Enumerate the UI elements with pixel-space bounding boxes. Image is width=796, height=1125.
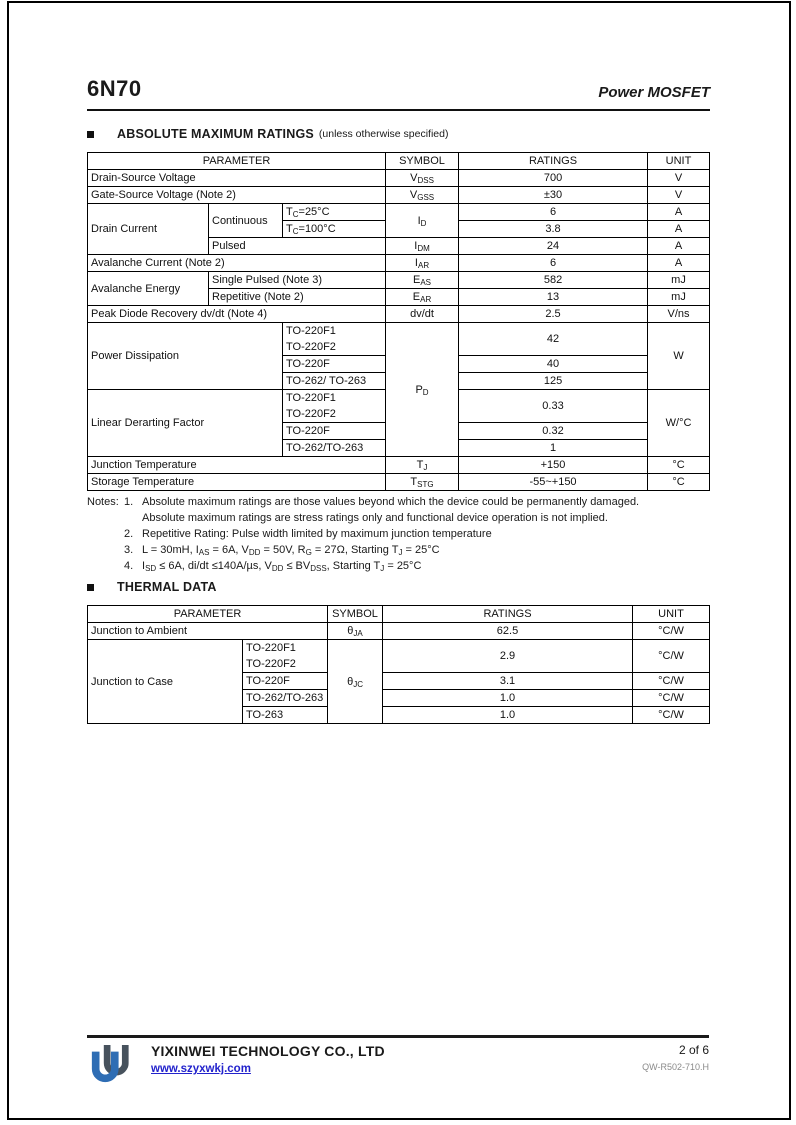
rating-cell: 42 [459,323,648,356]
table-row [88,187,710,204]
unit-cell: V/ns [648,306,710,323]
table-row [88,623,710,640]
rating-cell: 582 [459,272,648,289]
package-cell: TO-220F [283,423,386,440]
note-text: L = 30mH, $I_{AS} = 6A$, $V_{DD} = 50V$, $R_G = 27\Omega$, Starting $T_J = 25^\circ C$ [142,544,440,557]
symbol-cell: $I_{DM}$ [386,238,459,255]
sub-condition-cell: $T_C=25^\circ C$ [283,204,386,221]
note-item [87,494,727,526]
param-cell: Drain Current [88,204,209,255]
unit-cell: A [648,238,710,255]
symbol-cell: $E_{AR}$ [386,289,459,306]
unit-cell: °C/W [633,640,710,673]
package-cell: TO-262/TO-263 [243,690,328,707]
sub-condition-cell: $T_C=100^\circ C$ [283,221,386,238]
param-cell: Drain-Source Voltage [88,170,386,187]
document-header [87,76,710,111]
rating-cell: 24 [459,238,648,255]
thermal-data-table [87,605,710,724]
unit-cell: °C/W [633,690,710,707]
symbol-cell: $E_{AS}$ [386,272,459,289]
document-number: QW-R502-710.H [642,1062,709,1072]
package-cell: TO-262/TO-263 [283,440,386,457]
note-number: 1. [124,496,134,508]
param-cell: Storage Temperature [88,474,386,491]
column-header-symbol: SYMBOL [386,153,459,170]
package-cell: TO-263 [243,707,328,724]
package-cell: TO-262/ TO-263 [283,373,386,390]
rating-cell: 62.5 [383,623,633,640]
rating-cell: -55~+150 [459,474,648,491]
section-subtitle: (unless otherwise specified) [318,128,449,140]
note-item [87,558,727,574]
table-row [88,306,710,323]
condition-cell: Single Pulsed (Note 3) [209,272,386,289]
symbol-cell: $\theta_{JA}$ [328,623,383,640]
unit-cell: °C/W [633,707,710,724]
unit-cell: A [648,255,710,272]
section-heading-thermal-data [87,580,217,594]
rating-cell: 40 [459,356,648,373]
symbol-cell: dv/dt [386,306,459,323]
symbol-cell: $V_{GSS}$ [386,187,459,204]
unit-cell: mJ [648,272,710,289]
column-header-ratings: RATINGS [459,153,648,170]
param-cell: Peak Diode Recovery dv/dt (Note 4) [88,306,386,323]
package-cell: TO-220F1 TO-220F2 [283,390,386,423]
rating-cell: 0.32 [459,423,648,440]
note-number: 2. [124,528,134,540]
rating-cell: 1.0 [383,690,633,707]
company-website-link[interactable]: www.szyxwkj.com [151,1063,251,1075]
table-row [88,323,710,356]
param-cell: Junction to Case [88,640,243,724]
unit-cell: W [648,323,710,390]
condition-cell: Repetitive (Note 2) [209,289,386,306]
rating-cell: 700 [459,170,648,187]
package-cell: TO-220F1 TO-220F2 [283,323,386,356]
part-number: 6N70 [87,76,142,101]
rating-cell: 2.9 [383,640,633,673]
rating-cell: 0.33 [459,390,648,423]
rating-cell: 1.0 [383,707,633,724]
section-heading-absolute-maximum-ratings [87,127,448,141]
condition-cell: Continuous [209,204,283,238]
document-footer [87,1035,709,1087]
rating-cell: 13 [459,289,648,306]
unit-cell: °C/W [633,623,710,640]
rating-cell: 6 [459,204,648,221]
section-title: THERMAL DATA [117,580,217,594]
company-name: YIXINWEI TECHNOLOGY CO., LTD [151,1043,385,1059]
note-text: Repetitive Rating: Pulse width limited by maximum junction temperature [142,528,492,540]
symbol-cell: $P_D$ [386,323,459,457]
rating-cell: 2.5 [459,306,648,323]
note-item [87,542,727,558]
column-header-unit: UNIT [648,153,710,170]
rating-cell: 3.1 [383,673,633,690]
table-row [88,204,710,221]
unit-cell: A [648,204,710,221]
unit-cell: °C [648,457,710,474]
rating-cell: +150 [459,457,648,474]
table-row [88,255,710,272]
note-number: 3. [124,544,134,556]
column-header-unit: UNIT [633,606,710,623]
param-cell: Junction to Ambient [88,623,328,640]
absolute-maximum-ratings-table [87,152,710,491]
section-title: ABSOLUTE MAXIMUM RATINGS [117,127,314,141]
unit-cell: W/°C [648,390,710,457]
column-header-ratings: RATINGS [383,606,633,623]
symbol-cell: $\theta_{JC}$ [328,640,383,724]
param-cell: Gate-Source Voltage (Note 2) [88,187,386,204]
table-row [88,457,710,474]
unit-cell: V [648,170,710,187]
note-text: Absolute maximum ratings are those values beyond which the device could be permanently damaged. [142,496,640,508]
rating-cell: 6 [459,255,648,272]
unit-cell: °C/W [633,673,710,690]
table-row [88,170,710,187]
table-row [88,272,710,289]
rating-cell: 125 [459,373,648,390]
note-text: $I_{SD} \le 6A$, di/dt ≤140A/µs, $V_{DD} \le BV_{DSS}$, Starting $T_J = 25^\circ C$ [142,560,422,573]
package-cell: TO-220F [283,356,386,373]
param-cell: Linear Derarting Factor [88,390,283,457]
param-cell: Power Dissipation [88,323,283,390]
notes-block [87,494,727,574]
table-row [88,640,710,673]
rating-cell: 3.8 [459,221,648,238]
note-item [87,526,727,542]
rating-cell: 1 [459,440,648,457]
condition-cell: Pulsed [209,238,386,255]
note-text: Absolute maximum ratings are stress ratings only and functional device operation is not implied. [142,512,608,524]
rating-cell: ±30 [459,187,648,204]
document-type-label: Power MOSFET [598,84,710,101]
notes-label: Notes: [87,496,119,508]
company-logo-icon [89,1043,131,1087]
param-cell: Avalanche Energy [88,272,209,306]
symbol-cell: $I_{AR}$ [386,255,459,272]
param-cell: Avalanche Current (Note 2) [88,255,386,272]
column-header-parameter: PARAMETER [88,606,328,623]
page-indicator: 2 of 6 [678,1043,709,1057]
table-row [88,474,710,491]
unit-cell: V [648,187,710,204]
column-header-symbol: SYMBOL [328,606,383,623]
unit-cell: mJ [648,289,710,306]
param-cell: Junction Temperature [88,457,386,474]
package-cell: TO-220F [243,673,328,690]
symbol-cell: $T_J$ [386,457,459,474]
symbol-cell: $T_{STG}$ [386,474,459,491]
square-bullet-icon [87,131,94,138]
column-header-parameter: PARAMETER [88,153,386,170]
symbol-cell: $I_D$ [386,204,459,238]
symbol-cell: $V_{DSS}$ [386,170,459,187]
square-bullet-icon [87,584,94,591]
package-cell: TO-220F1 TO-220F2 [243,640,328,673]
note-number: 4. [124,560,134,572]
unit-cell: A [648,221,710,238]
unit-cell: °C [648,474,710,491]
